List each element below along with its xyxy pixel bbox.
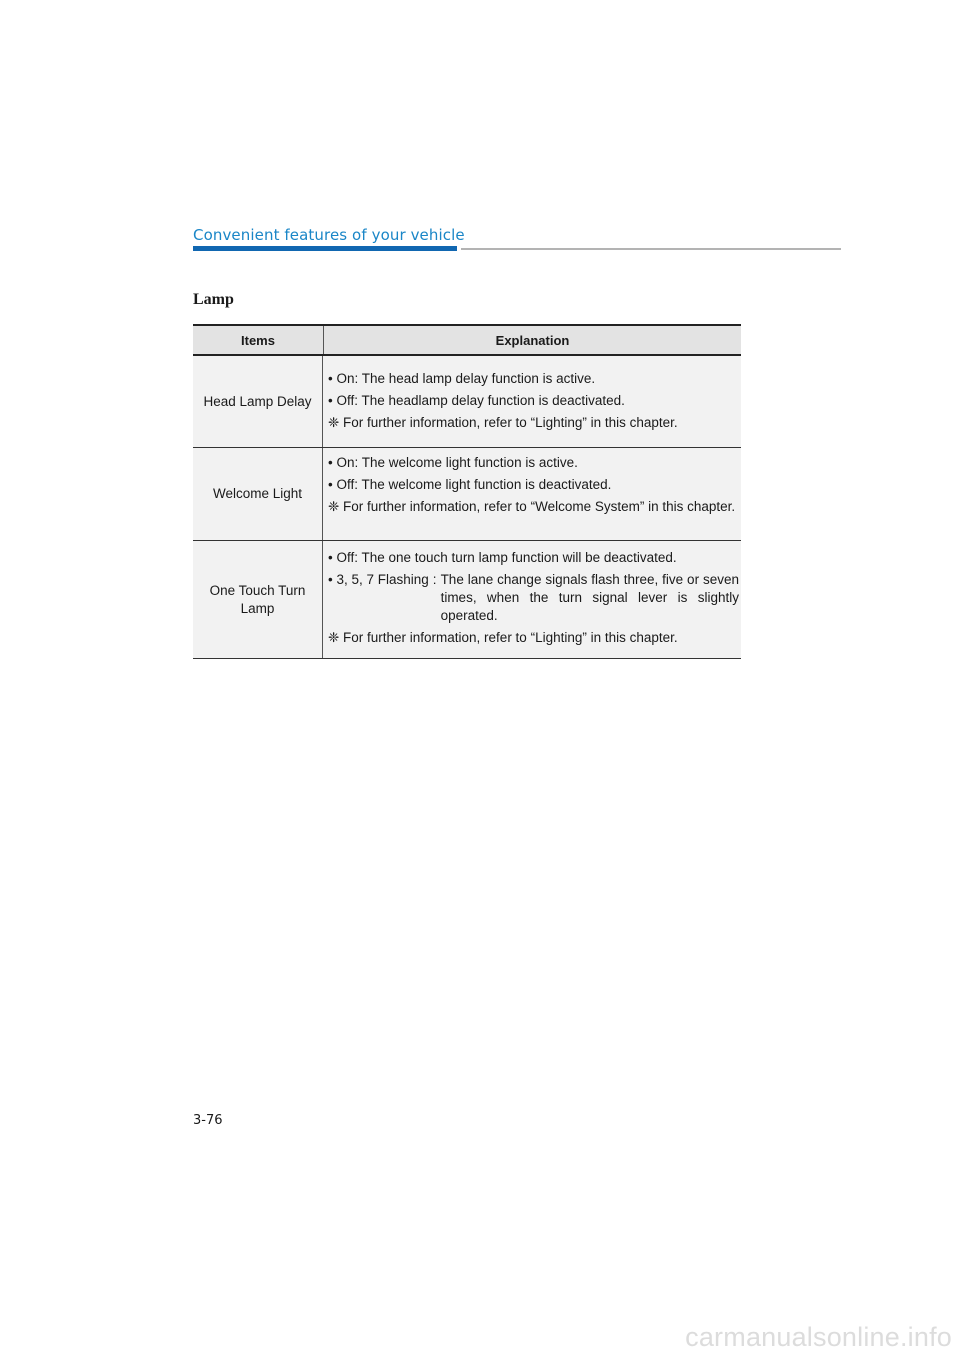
option-on: • On: The welcome light function is active. bbox=[328, 455, 578, 470]
note-mark-icon: ❈ bbox=[328, 415, 340, 430]
table-row bbox=[193, 448, 741, 541]
reference-note bbox=[328, 414, 739, 432]
column-header-explanation: Explanation bbox=[495, 332, 570, 348]
reference-note bbox=[328, 629, 739, 647]
option-off: • Off: The one touch turn lamp function will be deactivated. bbox=[328, 550, 677, 565]
table-row bbox=[193, 541, 741, 659]
watermark: carmanualsonline.info bbox=[685, 1322, 952, 1352]
option-off: • Off: The headlamp delay function is deactivated. bbox=[328, 393, 625, 408]
header-title: Convenient features of your vehicle bbox=[193, 226, 465, 244]
flashing-separator: : bbox=[432, 572, 437, 587]
settings-table bbox=[193, 324, 741, 659]
note-text: For further information, refer to “Welcome System” in this chapter. bbox=[343, 499, 736, 514]
header-rule bbox=[461, 248, 841, 250]
note-mark-icon: ❈ bbox=[328, 630, 340, 645]
header-accent-bar bbox=[193, 246, 457, 251]
page-header bbox=[193, 224, 841, 254]
option-on: • On: The head lamp delay function is active. bbox=[328, 371, 596, 386]
note-mark-icon: ❈ bbox=[328, 499, 340, 514]
item-cell: One Touch Turn Lamp bbox=[193, 541, 323, 658]
flashing-label: • 3, 5, 7 Flashing bbox=[328, 572, 429, 587]
column-header-items: Items bbox=[193, 326, 324, 354]
table-header-row bbox=[193, 326, 741, 356]
section-title: Lamp bbox=[193, 291, 234, 308]
reference-note bbox=[328, 498, 739, 516]
flashing-description: The lane change signals flash three, five or seven times, when the turn signal lever is slightly operated. bbox=[440, 572, 739, 623]
table-row bbox=[193, 356, 741, 448]
item-cell: Head Lamp Delay bbox=[193, 356, 323, 447]
explanation-cell bbox=[323, 356, 741, 447]
option-flashing bbox=[328, 571, 739, 625]
note-text: For further information, refer to “Lighting” in this chapter. bbox=[343, 415, 678, 430]
item-cell: Welcome Light bbox=[193, 448, 323, 540]
explanation-cell bbox=[323, 541, 741, 658]
option-off: • Off: The welcome light function is deactivated. bbox=[328, 477, 612, 492]
note-text: For further information, refer to “Lighting” in this chapter. bbox=[343, 630, 678, 645]
page-number: 3-76 bbox=[193, 1113, 223, 1128]
explanation-cell bbox=[323, 448, 741, 540]
